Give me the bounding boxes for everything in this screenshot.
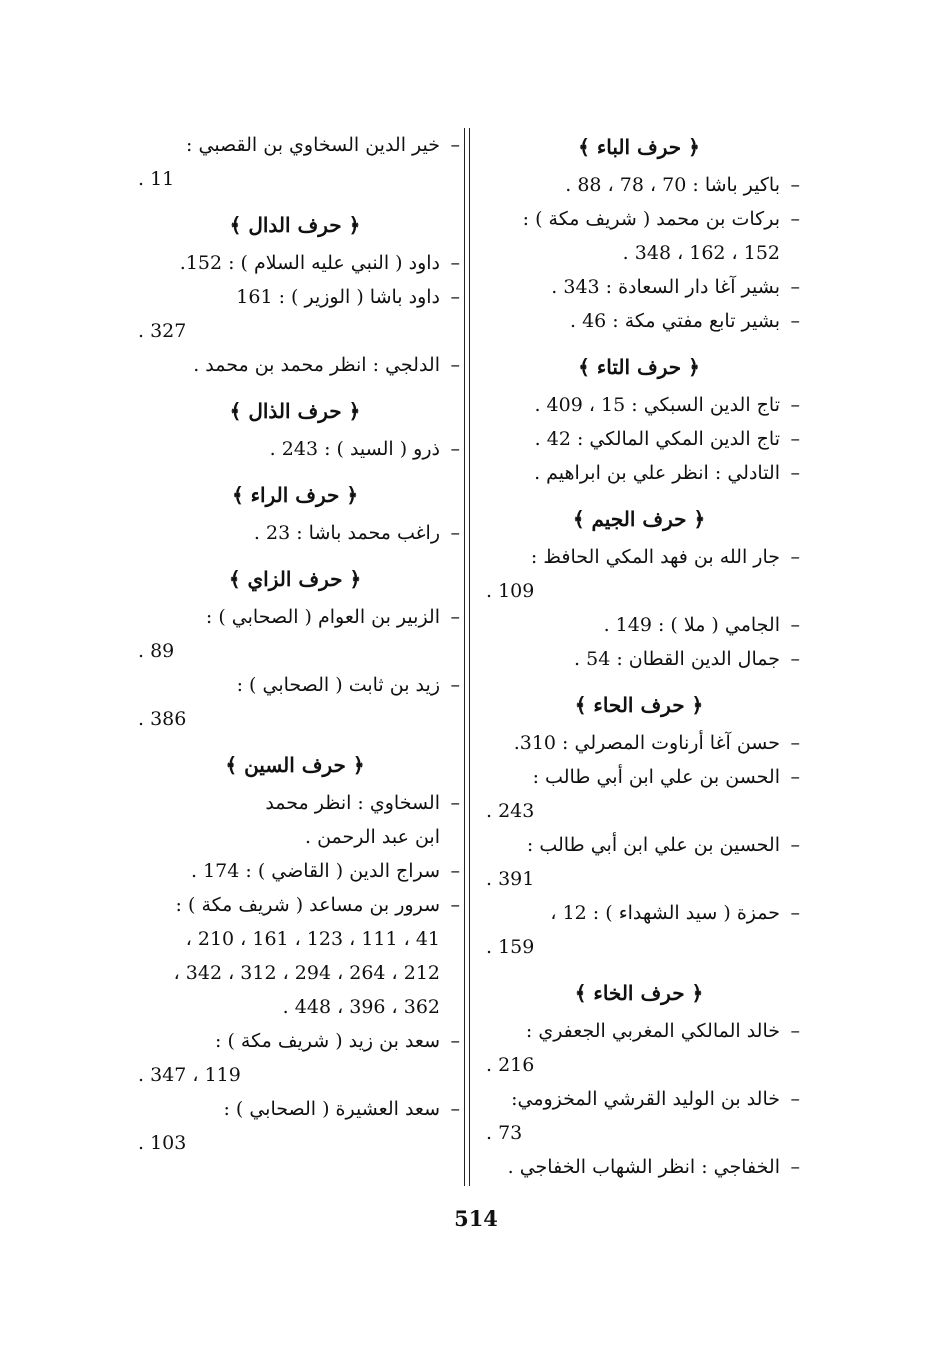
entry-line: الخفاجي : انظر الشهاب الخفاجي . [507,1156,780,1178]
index-entry [130,854,460,888]
entry-dash: – [450,792,460,814]
entry-line: 243 . [486,800,535,822]
entry-dash: – [790,614,800,636]
entry-line: 73 . [486,1122,523,1144]
entry-dash: – [790,732,800,754]
entry-dash: – [450,438,460,460]
entry-dash: – [790,208,800,230]
entry-line: 216 . [486,1054,535,1076]
entry-dash: – [450,1098,460,1120]
entry-line: خير الدين السخاوي بن القصبي : [186,134,440,156]
entry-line: تاج الدين السبكي : 15 ، 409 . [534,394,780,416]
index-entry [130,128,460,196]
index-entry [130,600,460,668]
entry-dash: – [790,462,800,484]
letter-section-heading: ﴿ حرف الحاء ﴾ [574,693,704,717]
page-number: 514 [454,1206,498,1231]
index-entry [130,280,460,348]
letter-section-heading: ﴿ حرف الزاي ﴾ [228,567,362,591]
letter-section-heading: ﴿ حرف التاء ﴾ [578,355,700,379]
entry-dash: – [450,354,460,376]
entry-line: خالد بن الوليد القرشي المخزومي: [511,1088,780,1110]
entry-line: 89 . [138,640,175,662]
entry-line: 159 . [486,936,535,958]
index-entry [478,608,800,642]
entry-line: بشير تابع مفتي مكة : 46 . [569,310,780,332]
entry-dash: – [450,674,460,696]
entry-dash: – [450,134,460,156]
entry-line: راغب محمد باشا : 23 . [253,522,440,544]
index-entry [130,668,460,736]
index-entry [130,1024,460,1092]
index-entry [478,422,800,456]
index-entry [478,1082,800,1150]
index-entry [478,896,800,964]
entry-dash: – [790,1020,800,1042]
entry-line: باكير باشا : 70 ، 78 ، 88 . [565,174,780,196]
entry-line: سعد العشيرة ( الصحابي ) : [223,1098,440,1120]
entry-line: بشير آغا دار السعادة : 343 . [551,276,780,298]
index-entry [478,202,800,270]
entry-line: حمزة ( سيد الشهداء ) : 12 ، [550,902,780,924]
entry-line: 103 . [138,1132,187,1154]
entry-line: 362 ، 396 ، 448 . [282,996,440,1018]
index-entry [478,760,800,828]
letter-section-heading: ﴿ حرف الدال ﴾ [229,213,361,237]
column-divider-line [469,128,470,1186]
letter-section-heading: ﴿ حرف السين ﴾ [225,753,365,777]
entry-dash: – [790,834,800,856]
entry-dash: – [790,766,800,788]
index-entry [478,1150,800,1184]
entry-line: الجامي ( ملا ) : 149 . [603,614,780,636]
index-entry [130,348,460,382]
entry-dash: – [450,894,460,916]
entry-line: 391 . [486,868,535,890]
entry-line: 119 ، 347 . [138,1064,241,1086]
index-entry [478,388,800,422]
entry-dash: – [790,902,800,924]
letter-section-heading: ﴿ حرف الخاء ﴾ [574,981,704,1005]
entry-line: 212 ، 264 ، 294 ، 312 ، 342 ، [173,962,440,984]
entry-line: الحسن بن علي ابن أبي طالب : [532,766,780,788]
index-entry [478,828,800,896]
entry-line: سراج الدين ( القاضي ) : 174 . [190,860,440,882]
index-entry [478,270,800,304]
index-entry [478,168,800,202]
index-entry [130,516,460,550]
entry-line: 327 . [138,320,187,342]
index-entry [130,786,460,854]
column-divider-line [464,128,465,1186]
entry-line: التادلي : انظر علي بن ابراهيم . [534,462,780,484]
entry-dash: – [450,522,460,544]
entry-dash: – [790,648,800,670]
letter-section-heading: ﴿ حرف الباء ﴾ [578,135,700,159]
letter-section-heading: ﴿ حرف الذال ﴾ [229,399,361,423]
entry-line: الدلجي : انظر محمد بن محمد . [193,354,440,376]
entry-line: بركات بن محمد ( شريف مكة ) : [522,208,780,230]
entry-line: جمال الدين القطان : 54 . [574,648,780,670]
entry-dash: – [790,276,800,298]
entry-line: الزبير بن العوام ( الصحابي ) : [205,606,440,628]
entry-line: داود باشا ( الوزير ) : 161 [236,286,440,308]
right-index-column [478,128,800,1184]
index-entry [478,1014,800,1082]
entry-line: حسن آغا أرناوت المصرلي : 310. [513,732,780,754]
entry-dash: – [790,1156,800,1178]
entry-line: السخاوي : انظر محمد [265,792,440,814]
entry-line: سعد بن زيد ( شريف مكة ) : [215,1030,440,1052]
index-entry [478,456,800,490]
entry-dash: – [790,428,800,450]
entry-line: 152 ، 162 ، 348 . [622,242,780,264]
index-entry [130,432,460,466]
entry-line: الحسين بن علي ابن أبي طالب : [526,834,780,856]
entry-dash: – [790,310,800,332]
entry-dash: – [450,860,460,882]
entry-dash: – [790,546,800,568]
entry-dash: – [790,174,800,196]
entry-line: ابن عبد الرحمن . [305,826,440,848]
entry-line: تاج الدين المكي المالكي : 42 . [534,428,780,450]
letter-section-heading: ﴿ حرف الراء ﴾ [231,483,359,507]
index-entry [478,726,800,760]
entry-dash: – [790,394,800,416]
index-entry [130,246,460,280]
entry-line: داود ( النبي عليه السلام ) : 152. [179,252,440,274]
entry-dash: – [790,1088,800,1110]
entry-dash: – [450,606,460,628]
index-entry [130,888,460,1024]
entry-dash: – [450,286,460,308]
index-entry [130,1092,460,1160]
index-entry [478,540,800,608]
entry-line: سرور بن مساعد ( شريف مكة ) : [175,894,440,916]
entry-dash: – [450,252,460,274]
entry-dash: – [450,1030,460,1052]
entry-line: 41 ، 111 ، 123 ، 161 ، 210 ، [185,928,440,950]
index-entry [478,304,800,338]
letter-section-heading: ﴿ حرف الجيم ﴾ [572,507,706,531]
entry-line: 109 . [486,580,535,602]
entry-line: 386 . [138,708,187,730]
left-index-column [130,128,460,1160]
entry-line: 11 . [138,168,175,190]
entry-line: ذرو ( السيد ) : 243 . [269,438,440,460]
entry-line: خالد المالكي المغربي الجعفري : [525,1020,780,1042]
entry-line: جار الله بن فهد المكي الحافظ : [530,546,780,568]
index-entry [478,642,800,676]
entry-line: زيد بن ثابت ( الصحابي ) : [236,674,440,696]
